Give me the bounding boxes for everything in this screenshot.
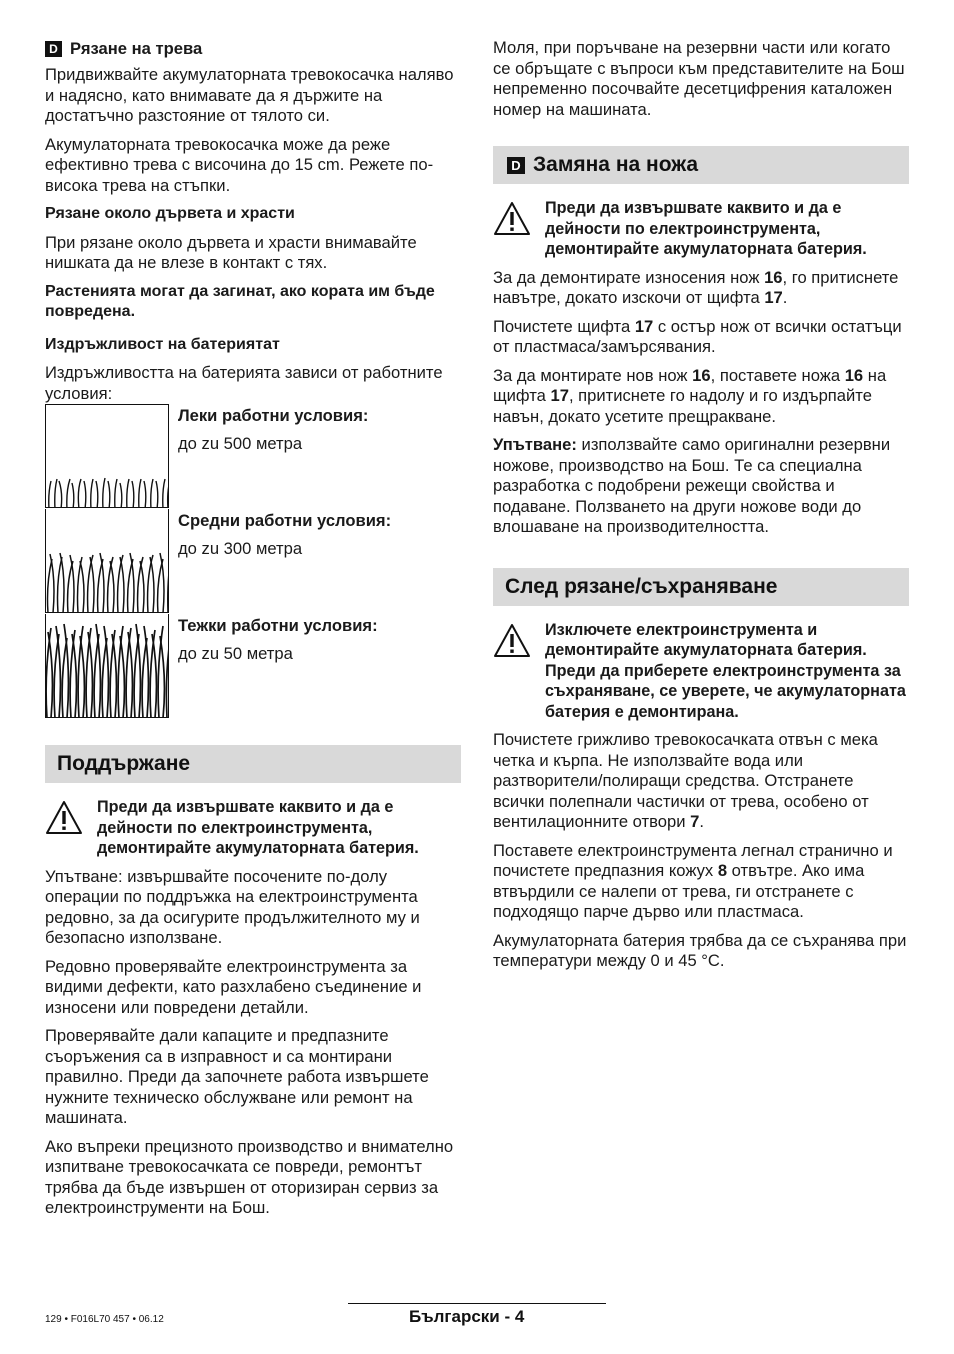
footer-page-label: Български - 4 (409, 1307, 525, 1326)
conditions-table (45, 404, 461, 719)
battery-paragraph: Издръжливостта на батерията зависи от работните условия: (45, 363, 443, 403)
blade-warning-text: Преди да извършвате каквито и да е дейности по електроинструмента, демонтирайте акумулаторната батерия. (545, 199, 867, 258)
blade-warning (493, 198, 909, 260)
medium-grass-illustration (45, 509, 169, 613)
heavy-grass-icon (46, 614, 169, 718)
cutting-paragraph-1: Придвижвайте акумулаторната тревокосачка наляво и надясно, като внимавате да я държите на достатъчно разстояние от тялото си. (45, 65, 454, 125)
storage-title: След рязане/съхраняване (505, 574, 778, 598)
warning-triangle-icon (45, 799, 83, 837)
condition-heavy-value: до zu 50 метра (178, 644, 293, 663)
left-column (45, 38, 461, 1227)
maintenance-warning-text: Преди да извършвате каквито и да е дейности по електроинструмента, демонтирайте акумулаторната батерия. (97, 798, 419, 857)
footer-code: 129 • F016L70 457 • 06.12 (45, 1314, 164, 1325)
right-column (493, 38, 909, 980)
light-grass-icon (46, 405, 169, 508)
plants-warning: Растенията могат да загинат, ако кората им бъде повредена. (45, 282, 435, 320)
light-grass-illustration (45, 404, 169, 508)
trees-paragraph: При рязане около дървета и храсти внимавайте нишката да не влезе в контакт с тях. (45, 232, 417, 272)
maintenance-paragraph-1: Упътване: извършвайте посочените по-долу операции по поддръжка на електроинструмента редовно, за да осигурите продължителното му и безопасно използване. (45, 866, 420, 947)
blade-section-header (493, 146, 909, 184)
cutting-paragraph-2: Акумулаторната тревокосачка може да реже ефективно трева с височина до 15 cm. Режете по-висока трева на стъпки. (45, 134, 434, 195)
warning-triangle-icon (493, 200, 531, 238)
maintenance-section-header (45, 745, 461, 783)
heavy-grass-illustration (45, 614, 169, 718)
footer-rule (348, 1303, 606, 1304)
condition-light (45, 404, 461, 509)
storage-warning (493, 620, 909, 723)
battery-title: Издръжливост на батериятат (45, 335, 280, 353)
condition-heavy-title: Тежки работни условия: (178, 616, 378, 635)
storage-section-header (493, 568, 909, 606)
maintenance-paragraph-4: Ако въпреки прецизното производство и внимателно изпитване тревокосачката се повреди, ремонтът трябва да бъде извършен от оторизиран сервиз за електроинструменти на Бош. (45, 1136, 454, 1217)
figure-d-marker: D (45, 41, 62, 57)
blade-paragraph-2: Почистете щифта 17 с остър нож от всички остатъци от пластмаса/замърсявания. (493, 316, 902, 356)
blade-paragraph-3: За да монтирате нов нож 16, поставете ножа 16 на щифта 17, притиснете го надолу и го издърпайте навън, докато усетите прещракване. (493, 365, 887, 426)
blade-title: Замяна на ножа (533, 153, 699, 176)
condition-light-text (178, 404, 368, 509)
storage-paragraph-1: Почистете грижливо тревокосачката отвън с мека четка и кърпа. Не използвайте вода или разтворители/полиращи средства. Отстранете всички полепнали частички от трева, особено от вентилационните отвори 7. (493, 730, 878, 831)
cutting-title: Рязане на трева (70, 39, 203, 58)
condition-heavy (45, 614, 461, 719)
blade-paragraph-1: За да демонтирате износения нож 16, го притиснете навътре, докато изскочи от щифта 17. (493, 267, 899, 307)
cutting-heading (45, 38, 461, 59)
maintenance-title: Поддържане (57, 752, 191, 775)
condition-heavy-text (178, 614, 378, 719)
condition-medium-text (178, 509, 391, 614)
condition-medium-value: до zu 300 метра (178, 539, 303, 558)
trees-title: Рязане около дървета и храсти (45, 205, 295, 222)
storage-paragraph-3: Акумулаторната батерия трябва да се съхранява при температури между 0 и 45 °C. (493, 930, 907, 970)
maintenance-paragraph-3: Проверявайте дали капаците и предпазните съоръжения са в изправност и са монтирани правилно. Преди да започнете работа извършете нужните техническо обслужване или ремонт на машината. (45, 1026, 429, 1127)
medium-grass-icon (46, 509, 169, 613)
condition-medium-title: Средни работни условия: (178, 511, 392, 530)
storage-paragraph-2: Поставете електроинструмента легнал странично и почистете предпазния кожух 8 отвътре. Ако има втвърдили се налепи от трева, ги отстранете с подходящо парче дърво или пластмаса. (493, 840, 893, 921)
condition-light-value: до zu 500 метра (178, 434, 303, 453)
storage-warning-text: Изключете електроинструмента и демонтирайте акумулаторната батерия. Преди да приберете електроинструмента за съхраняване, се уверете, че акумулаторната батерия е демонтирана. (545, 620, 906, 721)
figure-d-marker: D (507, 157, 525, 174)
warning-triangle-icon (493, 622, 531, 660)
condition-medium (45, 509, 461, 614)
spare-parts-paragraph: Моля, при поръчване на резервни части или когато се обръщате с въпроси към представителите на Бош непременно посочвайте десетцифрения каталожен номер на машината. (493, 38, 905, 119)
blade-note: Упътване: използвайте само оригинални резервни ножове, производство на Бош. Те са специална разработка с подобрени режещи свойства и подаване. Ползването на други ножове води до влошаване на производителността. (493, 435, 891, 536)
condition-light-title: Леки работни условия: (178, 406, 369, 425)
maintenance-warning (45, 797, 461, 859)
maintenance-paragraph-2: Редовно проверявайте електроинструмента за видими дефекти, като разхлабено съединение и износени или повредени детайли. (45, 956, 422, 1017)
